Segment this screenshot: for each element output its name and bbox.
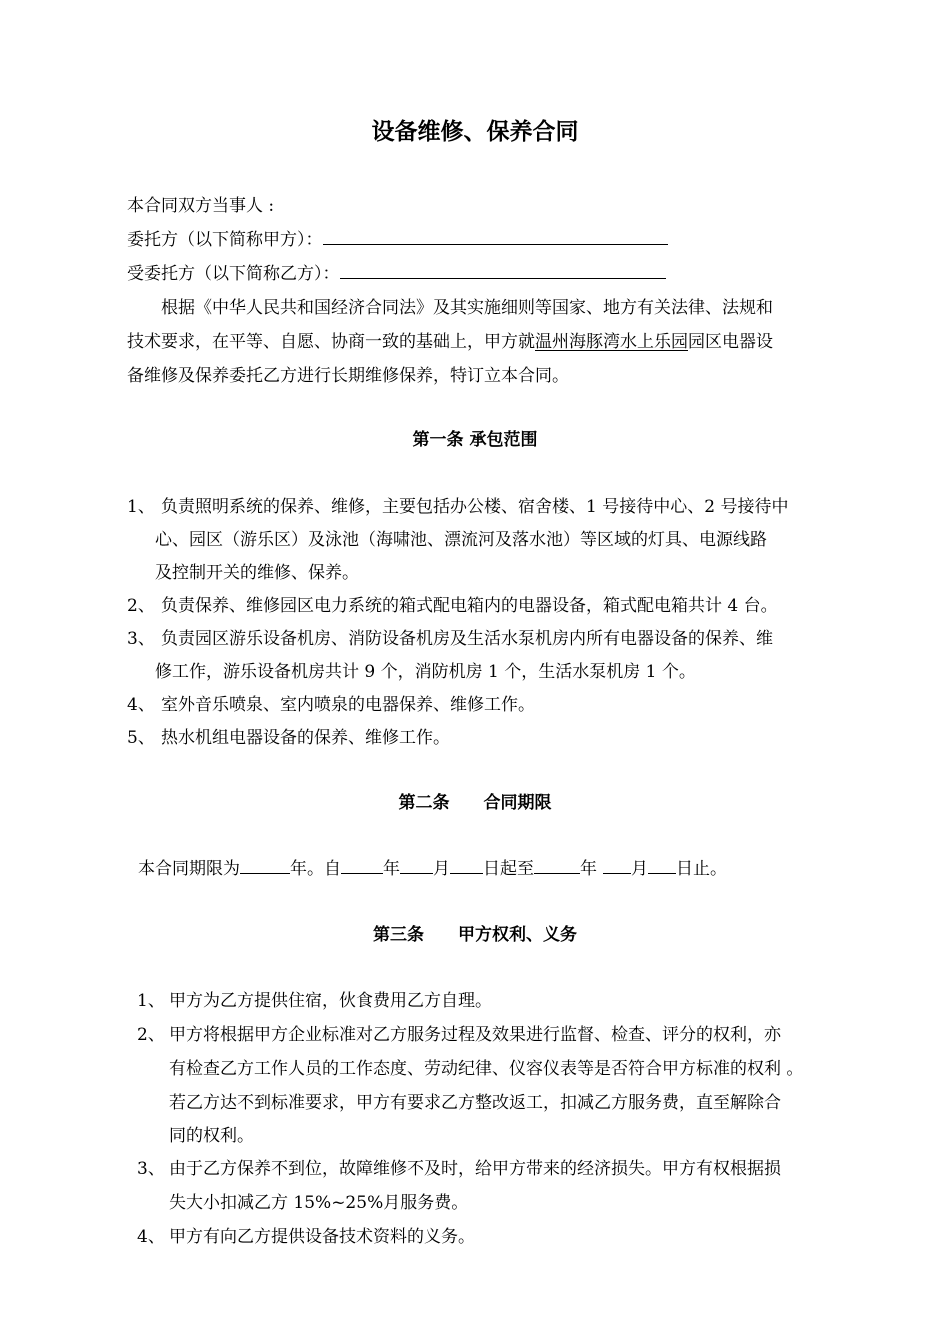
list-item-line: 甲方为乙方提供住宿，伙食费用乙方自理。 [169,991,492,1011]
list-item-line: 及控制开关的维修、保养。 [155,563,359,583]
list-item-line: 失大小扣减乙方 15%~25%月服务费。 [169,1193,469,1213]
parties-intro: 本合同双方当事人 : [127,196,275,216]
article-2-title: 合同期限 [483,793,552,813]
park-name: 温州海豚湾水上乐园 [535,332,688,352]
term-text: 月 [433,859,450,879]
list-item-number: 4、 [137,1227,165,1247]
list-item-line: 同的权利。 [169,1126,254,1146]
term-text: 日起至 [483,859,534,879]
end-year-blank[interactable] [534,872,580,874]
preamble-line-3: 备维修及保养委托乙方进行长期维修保养，特订立本合同。 [127,366,569,386]
term-text: 月 [631,859,648,879]
list-item-line: 负责照明系统的保养、维修，主要包括办公楼、宿舍楼、1 号接待中心、2 号接待中 [161,497,789,517]
party-b-blank[interactable] [340,277,666,279]
list-item-line: 热水机组电器设备的保养、维修工作。 [161,728,450,748]
list-item-number: 2、 [137,1025,165,1045]
list-item-line: 若乙方达不到标准要求，甲方有要求乙方整改返工，扣减乙方服务费，直至解除合 [169,1093,781,1113]
term-text: 年 [383,859,400,879]
preamble-line-1: 根据《中华人民共和国经济合同法》及其实施细则等国家、地方有关法律、法规和 [161,298,773,318]
list-item-line: 甲方有向乙方提供设备技术资料的义务。 [169,1227,475,1247]
list-item-number: 2、 [127,596,155,616]
list-item-number: 5、 [127,728,155,748]
party-b-label: 受委托方（以下简称乙方）： [127,264,340,284]
list-item-line: 甲方将根据甲方企业标准对乙方服务过程及效果进行监督、检查、评分的权利，亦 [169,1025,781,1045]
list-item-number: 3、 [127,629,155,649]
end-day-blank[interactable] [648,872,676,874]
term-text: 年 [580,859,597,879]
list-item-number: 3、 [137,1159,165,1179]
term-years-blank[interactable] [240,872,290,874]
party-a-blank[interactable] [323,243,668,245]
list-item-line: 有检查乙方工作人员的工作态度、劳动纪律、仪容仪表等是否符合甲方标准的权利 。 [169,1059,804,1079]
article-2-number: 第二条 [398,793,450,813]
list-item-line: 室外音乐喷泉、室内喷泉的电器保养、维修工作。 [161,695,535,715]
article-3-heading [0,925,950,945]
article-3-number: 第三条 [373,925,424,945]
article-1-heading: 第一条 承包范围 [412,430,538,450]
preamble-line-2-pre: 技术要求，在平等、自愿、协商一致的基础上，甲方就 [127,332,535,352]
preamble-line-2 [127,332,773,352]
start-year-blank[interactable] [341,872,383,874]
party-a-label: 委托方（以下简称甲方）： [127,230,323,250]
party-a-row [127,230,668,250]
list-item-line: 心、园区（游乐区）及泳池（海啸池、漂流河及落水池）等区域的灯具、电源线路 [155,530,767,550]
term-text: 日止。 [676,859,727,879]
list-item-number: 1、 [127,497,155,517]
start-day-blank[interactable] [450,872,483,874]
list-item-number: 1、 [137,991,165,1011]
list-item-number: 4、 [127,695,155,715]
term-text: 年。自 [290,859,341,879]
list-item-line: 负责保养、维修园区电力系统的箱式配电箱内的电器设备，箱式配电箱共计 4 台。 [161,596,778,616]
end-month-blank[interactable] [603,872,631,874]
preamble-line-2-post: 园区电器设 [688,332,773,352]
list-item-line: 修工作，游乐设备机房共计 9 个，消防机房 1 个，生活水泵机房 1 个。 [155,662,696,682]
list-item-line: 负责园区游乐设备机房、消防设备机房及生活水泵机房内所有电器设备的保养、维 [161,629,773,649]
party-b-row [127,264,666,284]
article-3-title: 甲方权利、义务 [458,925,577,945]
document-title: 设备维修、保养合同 [371,118,579,145]
list-item-line: 由于乙方保养不到位，故障维修不及时，给甲方带来的经济损失。甲方有权根据损 [169,1159,781,1179]
contract-term-line [138,859,727,879]
term-text: 本合同期限为 [138,859,240,879]
start-month-blank[interactable] [400,872,433,874]
article-2-heading [0,793,950,813]
